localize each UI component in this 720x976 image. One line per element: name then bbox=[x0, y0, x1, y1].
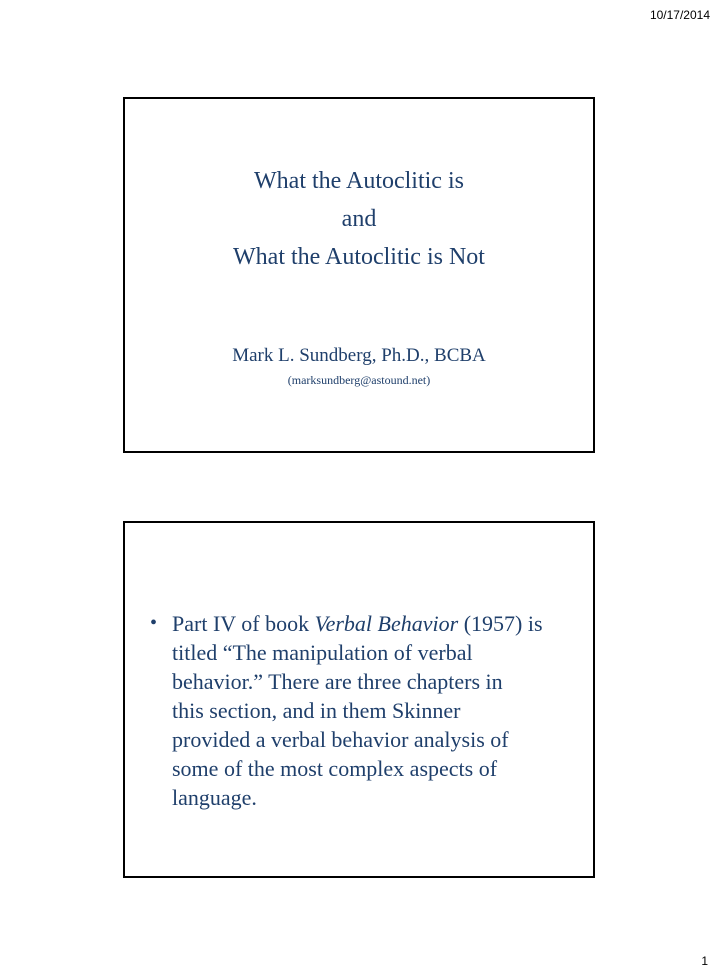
page-number: 1 bbox=[701, 954, 708, 968]
slide-1 bbox=[123, 97, 595, 453]
author-block bbox=[125, 343, 593, 388]
bullet-text bbox=[172, 609, 573, 812]
title-line-1: What the Autoclitic is bbox=[254, 168, 464, 194]
title-line-3: What the Autoclitic is Not bbox=[233, 244, 485, 270]
page-date: 10/17/2014 bbox=[649, 8, 710, 22]
author-name: Mark L. Sundberg, Ph.D., BCBA bbox=[232, 345, 486, 366]
slide-title bbox=[125, 162, 593, 276]
bullet-item bbox=[150, 609, 573, 812]
bullet-suffix: (1957) is titled “The manipulation of verbal behavior.” There are three chapters in this section, and in them Skinner provided a verbal behavior analysis of some of the most complex aspects of language. bbox=[172, 611, 543, 810]
bullet-prefix: Part IV of book bbox=[172, 611, 315, 636]
bullet-icon: • bbox=[150, 612, 158, 634]
author-email: (marksundberg@astound.net) bbox=[287, 373, 431, 387]
bullet-list bbox=[150, 609, 573, 812]
book-title: Verbal Behavior bbox=[314, 611, 459, 636]
title-line-2: and bbox=[341, 206, 377, 232]
slide-2 bbox=[123, 521, 595, 878]
